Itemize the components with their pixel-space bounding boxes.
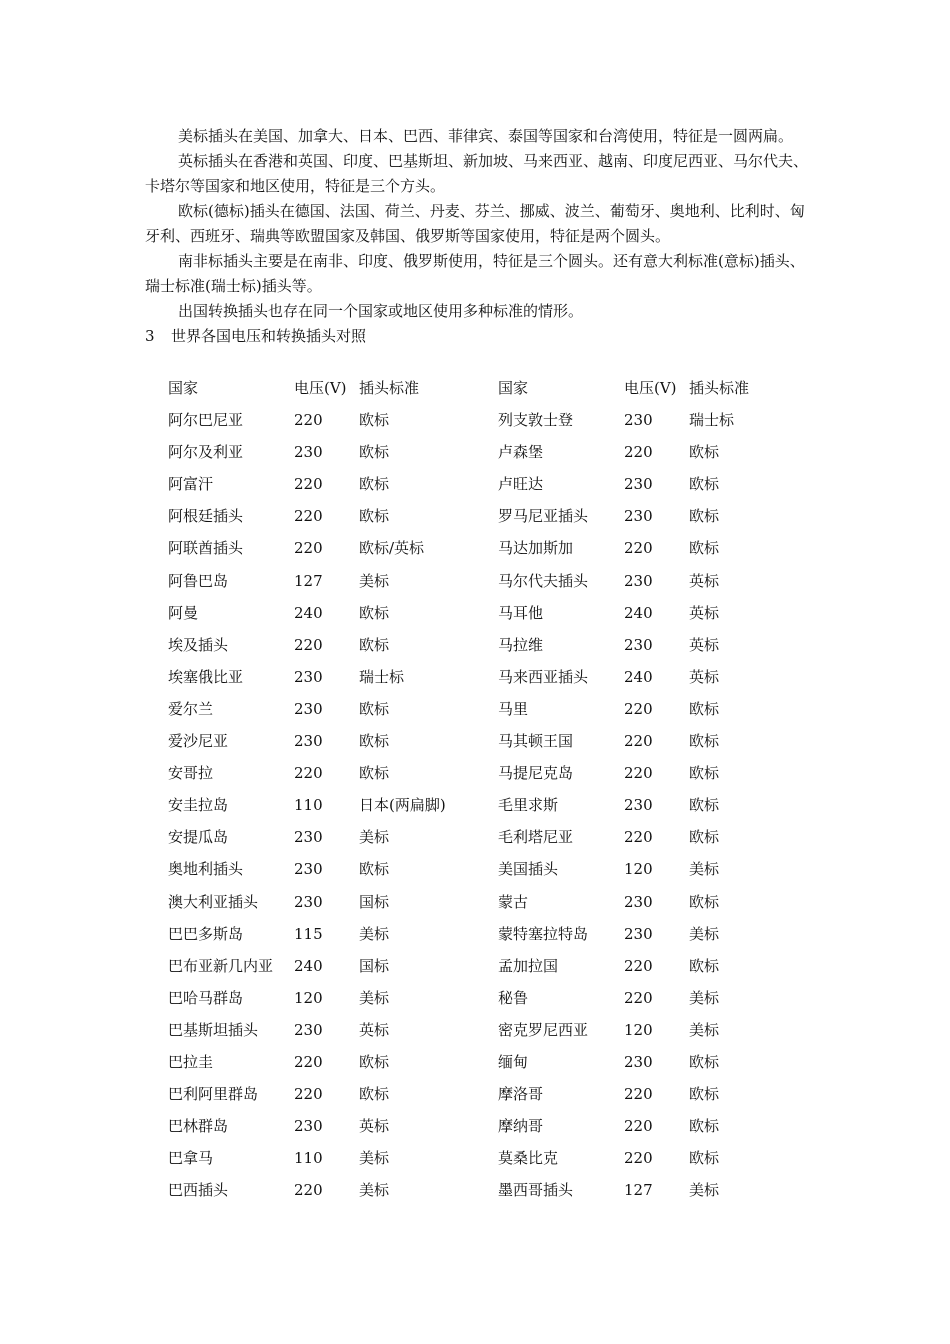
cell-plug-right: 美标 [689, 924, 720, 943]
table-header-row [168, 372, 808, 404]
cell-voltage-left: 240 [294, 603, 323, 622]
cell-plug-left: 美标 [359, 1181, 390, 1200]
cell-voltage-right: 220 [624, 699, 653, 718]
cell-voltage-left: 120 [294, 988, 323, 1007]
cell-country-left: 阿鲁巴岛 [168, 571, 229, 590]
cell-country-left: 埃及插头 [168, 635, 229, 654]
cell-voltage-right: 220 [624, 443, 653, 462]
cell-country-left: 巴西插头 [168, 1181, 229, 1200]
cell-country-left: 埃塞俄比亚 [168, 667, 244, 686]
cell-plug-right: 欧标 [689, 507, 720, 526]
cell-country-right: 马其顿王国 [498, 732, 574, 751]
table-row [168, 725, 808, 757]
table-row [168, 821, 808, 853]
cell-plug-right: 欧标 [689, 956, 720, 975]
cell-voltage-right: 230 [624, 635, 653, 654]
cell-voltage-right: 230 [624, 475, 653, 494]
table-row [168, 1174, 808, 1206]
cell-plug-left: 欧标 [359, 860, 390, 879]
cell-country-right: 毛里求斯 [498, 796, 559, 815]
cell-voltage-left: 220 [294, 1181, 323, 1200]
cell-voltage-right: 220 [624, 988, 653, 1007]
table-row [168, 693, 808, 725]
cell-voltage-right: 230 [624, 924, 653, 943]
cell-plug-left: 欧标 [359, 411, 390, 430]
cell-voltage-left: 230 [294, 443, 323, 462]
cell-plug-right: 欧标 [689, 475, 720, 494]
cell-plug-right: 美标 [689, 1181, 720, 1200]
section-heading [145, 324, 366, 349]
header-country-left: 国家 [168, 379, 199, 397]
paragraph-us-plug: 美标插头在美国、加拿大、日本、巴西、菲律宾、泰国等国家和台湾使用，特征是一圆两扁。 [178, 127, 794, 145]
cell-plug-left: 欧标 [359, 507, 390, 526]
cell-plug-right: 欧标 [689, 539, 720, 558]
paragraph-eu-plug: 欧标(德标)插头在德国、法国、荷兰、丹麦、芬兰、挪威、波兰、葡萄牙、奥地利、比利时、匈牙利、西班牙、瑞典等欧盟国家及韩国、俄罗斯等国家使用，特征是两个圆头。 [145, 202, 805, 245]
cell-voltage-right: 220 [624, 828, 653, 847]
cell-voltage-right: 120 [624, 1020, 653, 1039]
cell-voltage-right: 230 [624, 507, 653, 526]
cell-voltage-right: 220 [624, 539, 653, 558]
cell-voltage-right: 230 [624, 571, 653, 590]
cell-voltage-right: 240 [624, 667, 653, 686]
cell-country-left: 安哥拉 [168, 764, 214, 783]
cell-voltage-left: 220 [294, 539, 323, 558]
cell-country-right: 罗马尼亚插头 [498, 507, 589, 526]
cell-plug-left: 欧标 [359, 732, 390, 751]
cell-country-right: 摩纳哥 [498, 1117, 544, 1136]
cell-voltage-right: 230 [624, 796, 653, 815]
table-row [168, 1078, 808, 1110]
cell-voltage-left: 220 [294, 635, 323, 654]
cell-plug-left: 美标 [359, 1149, 390, 1168]
cell-country-left: 巴布亚新几内亚 [168, 956, 274, 975]
cell-voltage-left: 240 [294, 956, 323, 975]
cell-country-left: 阿根廷插头 [168, 507, 244, 526]
table-row [168, 1142, 808, 1174]
cell-plug-left: 欧标 [359, 1085, 390, 1104]
cell-country-right: 马拉维 [498, 635, 544, 654]
table-row [168, 597, 808, 629]
table-row [168, 565, 808, 597]
cell-country-right: 马耳他 [498, 603, 544, 622]
cell-plug-right: 美标 [689, 988, 720, 1007]
cell-country-left: 澳大利亚插头 [168, 892, 259, 911]
cell-country-left: 巴利阿里群岛 [168, 1085, 259, 1104]
cell-country-right: 秘鲁 [498, 988, 529, 1007]
cell-plug-right: 欧标 [689, 732, 720, 751]
cell-country-left: 巴拉圭 [168, 1052, 214, 1071]
cell-country-left: 安圭拉岛 [168, 796, 229, 815]
cell-plug-right: 欧标 [689, 828, 720, 847]
paragraph-multi-standard: 出国转换插头也存在同一个国家或地区使用多种标准的情形。 [178, 302, 584, 320]
cell-voltage-left: 220 [294, 764, 323, 783]
cell-plug-right: 欧标 [689, 764, 720, 783]
cell-voltage-left: 230 [294, 828, 323, 847]
header-plug-left: 插头标准 [359, 379, 420, 397]
cell-plug-left: 欧标 [359, 635, 390, 654]
cell-plug-right: 欧标 [689, 1052, 720, 1071]
cell-voltage-right: 230 [624, 411, 653, 430]
cell-plug-right: 欧标 [689, 1085, 720, 1104]
cell-country-right: 马达加斯加 [498, 539, 574, 558]
cell-plug-right: 英标 [689, 571, 720, 590]
cell-plug-right: 英标 [689, 603, 720, 622]
cell-plug-left: 国标 [359, 956, 390, 975]
cell-voltage-left: 230 [294, 860, 323, 879]
table-row [168, 468, 808, 500]
cell-voltage-right: 230 [624, 1052, 653, 1071]
header-country-right: 国家 [498, 379, 529, 397]
cell-voltage-left: 230 [294, 732, 323, 751]
cell-country-right: 列支敦士登 [498, 411, 574, 430]
cell-plug-right: 欧标 [689, 1117, 720, 1136]
cell-country-left: 阿尔及利亚 [168, 443, 244, 462]
cell-plug-left: 欧标 [359, 1052, 390, 1071]
cell-country-right: 马提尼克岛 [498, 764, 574, 783]
cell-country-right: 蒙古 [498, 892, 529, 911]
cell-voltage-left: 110 [294, 1149, 323, 1168]
cell-plug-right: 欧标 [689, 443, 720, 462]
cell-voltage-left: 220 [294, 411, 323, 430]
cell-plug-right: 欧标 [689, 1149, 720, 1168]
section-number: 3 [145, 327, 155, 345]
cell-voltage-right: 220 [624, 764, 653, 783]
cell-country-left: 安提瓜岛 [168, 828, 229, 847]
table-row [168, 853, 808, 885]
section-title: 世界各国电压和转换插头对照 [171, 327, 367, 345]
paragraph-sa-plug: 南非标插头主要是在南非、印度、俄罗斯使用，特征是三个圆头。还有意大利标准(意标)插头、瑞士标准(瑞士标)插头等。 [145, 252, 805, 295]
cell-country-right: 摩洛哥 [498, 1085, 544, 1104]
cell-country-left: 巴林群岛 [168, 1117, 229, 1136]
table-row [168, 757, 808, 789]
table-row [168, 918, 808, 950]
cell-country-left: 阿尔巴尼亚 [168, 411, 244, 430]
cell-voltage-right: 220 [624, 1149, 653, 1168]
cell-country-left: 爱沙尼亚 [168, 732, 229, 751]
cell-plug-right: 欧标 [689, 699, 720, 718]
cell-plug-left: 欧标 [359, 699, 390, 718]
cell-voltage-right: 220 [624, 1117, 653, 1136]
cell-country-right: 莫桑比克 [498, 1149, 559, 1168]
cell-country-right: 美国插头 [498, 860, 559, 879]
cell-plug-left: 欧标 [359, 603, 390, 622]
voltage-plug-table [168, 372, 808, 1206]
cell-country-right: 墨西哥插头 [498, 1181, 574, 1200]
cell-voltage-right: 220 [624, 732, 653, 751]
cell-plug-left: 美标 [359, 988, 390, 1007]
cell-country-right: 马来西亚插头 [498, 667, 589, 686]
header-plug-right: 插头标准 [689, 379, 750, 397]
cell-country-left: 巴拿马 [168, 1149, 214, 1168]
cell-plug-left: 欧标 [359, 475, 390, 494]
cell-voltage-left: 220 [294, 1085, 323, 1104]
cell-plug-left: 国标 [359, 892, 390, 911]
cell-country-left: 爱尔兰 [168, 699, 214, 718]
table-row [168, 661, 808, 693]
table-row [168, 532, 808, 564]
cell-country-right: 毛利塔尼亚 [498, 828, 574, 847]
cell-country-right: 蒙特塞拉特岛 [498, 924, 589, 943]
cell-voltage-left: 220 [294, 1052, 323, 1071]
paragraph-uk-plug: 英标插头在香港和英国、印度、巴基斯坦、新加坡、马来西亚、越南、印度尼西亚、马尔代夫、卡塔尔等国家和地区使用，特征是三个方头。 [145, 152, 809, 195]
cell-plug-left: 欧标 [359, 443, 390, 462]
cell-plug-right: 英标 [689, 635, 720, 654]
table-row [168, 1046, 808, 1078]
cell-plug-left: 欧标 [359, 764, 390, 783]
table-row [168, 950, 808, 982]
cell-plug-right: 英标 [689, 667, 720, 686]
cell-voltage-right: 240 [624, 603, 653, 622]
cell-country-right: 卢森堡 [498, 443, 544, 462]
cell-voltage-left: 110 [294, 796, 323, 815]
cell-country-right: 缅甸 [498, 1052, 529, 1071]
cell-country-right: 卢旺达 [498, 475, 544, 494]
cell-voltage-left: 115 [294, 924, 323, 943]
table-row [168, 1110, 808, 1142]
header-voltage-left: 电压(V) [294, 379, 347, 397]
table-row [168, 982, 808, 1014]
cell-voltage-right: 220 [624, 1085, 653, 1104]
table-row [168, 500, 808, 532]
cell-plug-right: 瑞士标 [689, 411, 735, 430]
cell-voltage-left: 230 [294, 1117, 323, 1136]
cell-voltage-left: 220 [294, 475, 323, 494]
cell-country-left: 巴基斯坦插头 [168, 1020, 259, 1039]
cell-plug-left: 美标 [359, 924, 390, 943]
cell-voltage-left: 230 [294, 1020, 323, 1039]
cell-country-left: 阿富汗 [168, 475, 214, 494]
cell-voltage-left: 230 [294, 892, 323, 911]
cell-plug-left: 瑞士标 [359, 667, 405, 686]
cell-plug-left: 日本(两扁脚) [359, 796, 446, 815]
header-voltage-right: 电压(V) [624, 379, 677, 397]
cell-voltage-left: 127 [294, 571, 323, 590]
cell-plug-right: 欧标 [689, 796, 720, 815]
cell-country-left: 巴巴多斯岛 [168, 924, 244, 943]
table-row [168, 789, 808, 821]
cell-plug-left: 美标 [359, 828, 390, 847]
cell-voltage-left: 230 [294, 667, 323, 686]
cell-country-left: 奥地利插头 [168, 860, 244, 879]
table-row [168, 404, 808, 436]
cell-country-right: 马里 [498, 699, 529, 718]
table-row [168, 1014, 808, 1046]
cell-country-left: 巴哈马群岛 [168, 988, 244, 1007]
cell-plug-left: 英标 [359, 1117, 390, 1136]
cell-voltage-left: 230 [294, 699, 323, 718]
cell-country-right: 孟加拉国 [498, 956, 559, 975]
cell-plug-right: 欧标 [689, 892, 720, 911]
cell-plug-left: 美标 [359, 571, 390, 590]
cell-voltage-right: 220 [624, 956, 653, 975]
cell-country-right: 密克罗尼西亚 [498, 1020, 589, 1039]
cell-country-left: 阿曼 [168, 603, 199, 622]
cell-plug-right: 美标 [689, 1020, 720, 1039]
cell-plug-left: 欧标/英标 [359, 539, 425, 558]
cell-voltage-left: 220 [294, 507, 323, 526]
cell-voltage-right: 120 [624, 860, 653, 879]
table-row [168, 629, 808, 661]
cell-country-right: 马尔代夫插头 [498, 571, 589, 590]
cell-plug-right: 美标 [689, 860, 720, 879]
cell-country-left: 阿联酋插头 [168, 539, 244, 558]
cell-plug-left: 英标 [359, 1020, 390, 1039]
table-row [168, 886, 808, 918]
table-row [168, 436, 808, 468]
cell-voltage-right: 127 [624, 1181, 653, 1200]
cell-voltage-right: 230 [624, 892, 653, 911]
